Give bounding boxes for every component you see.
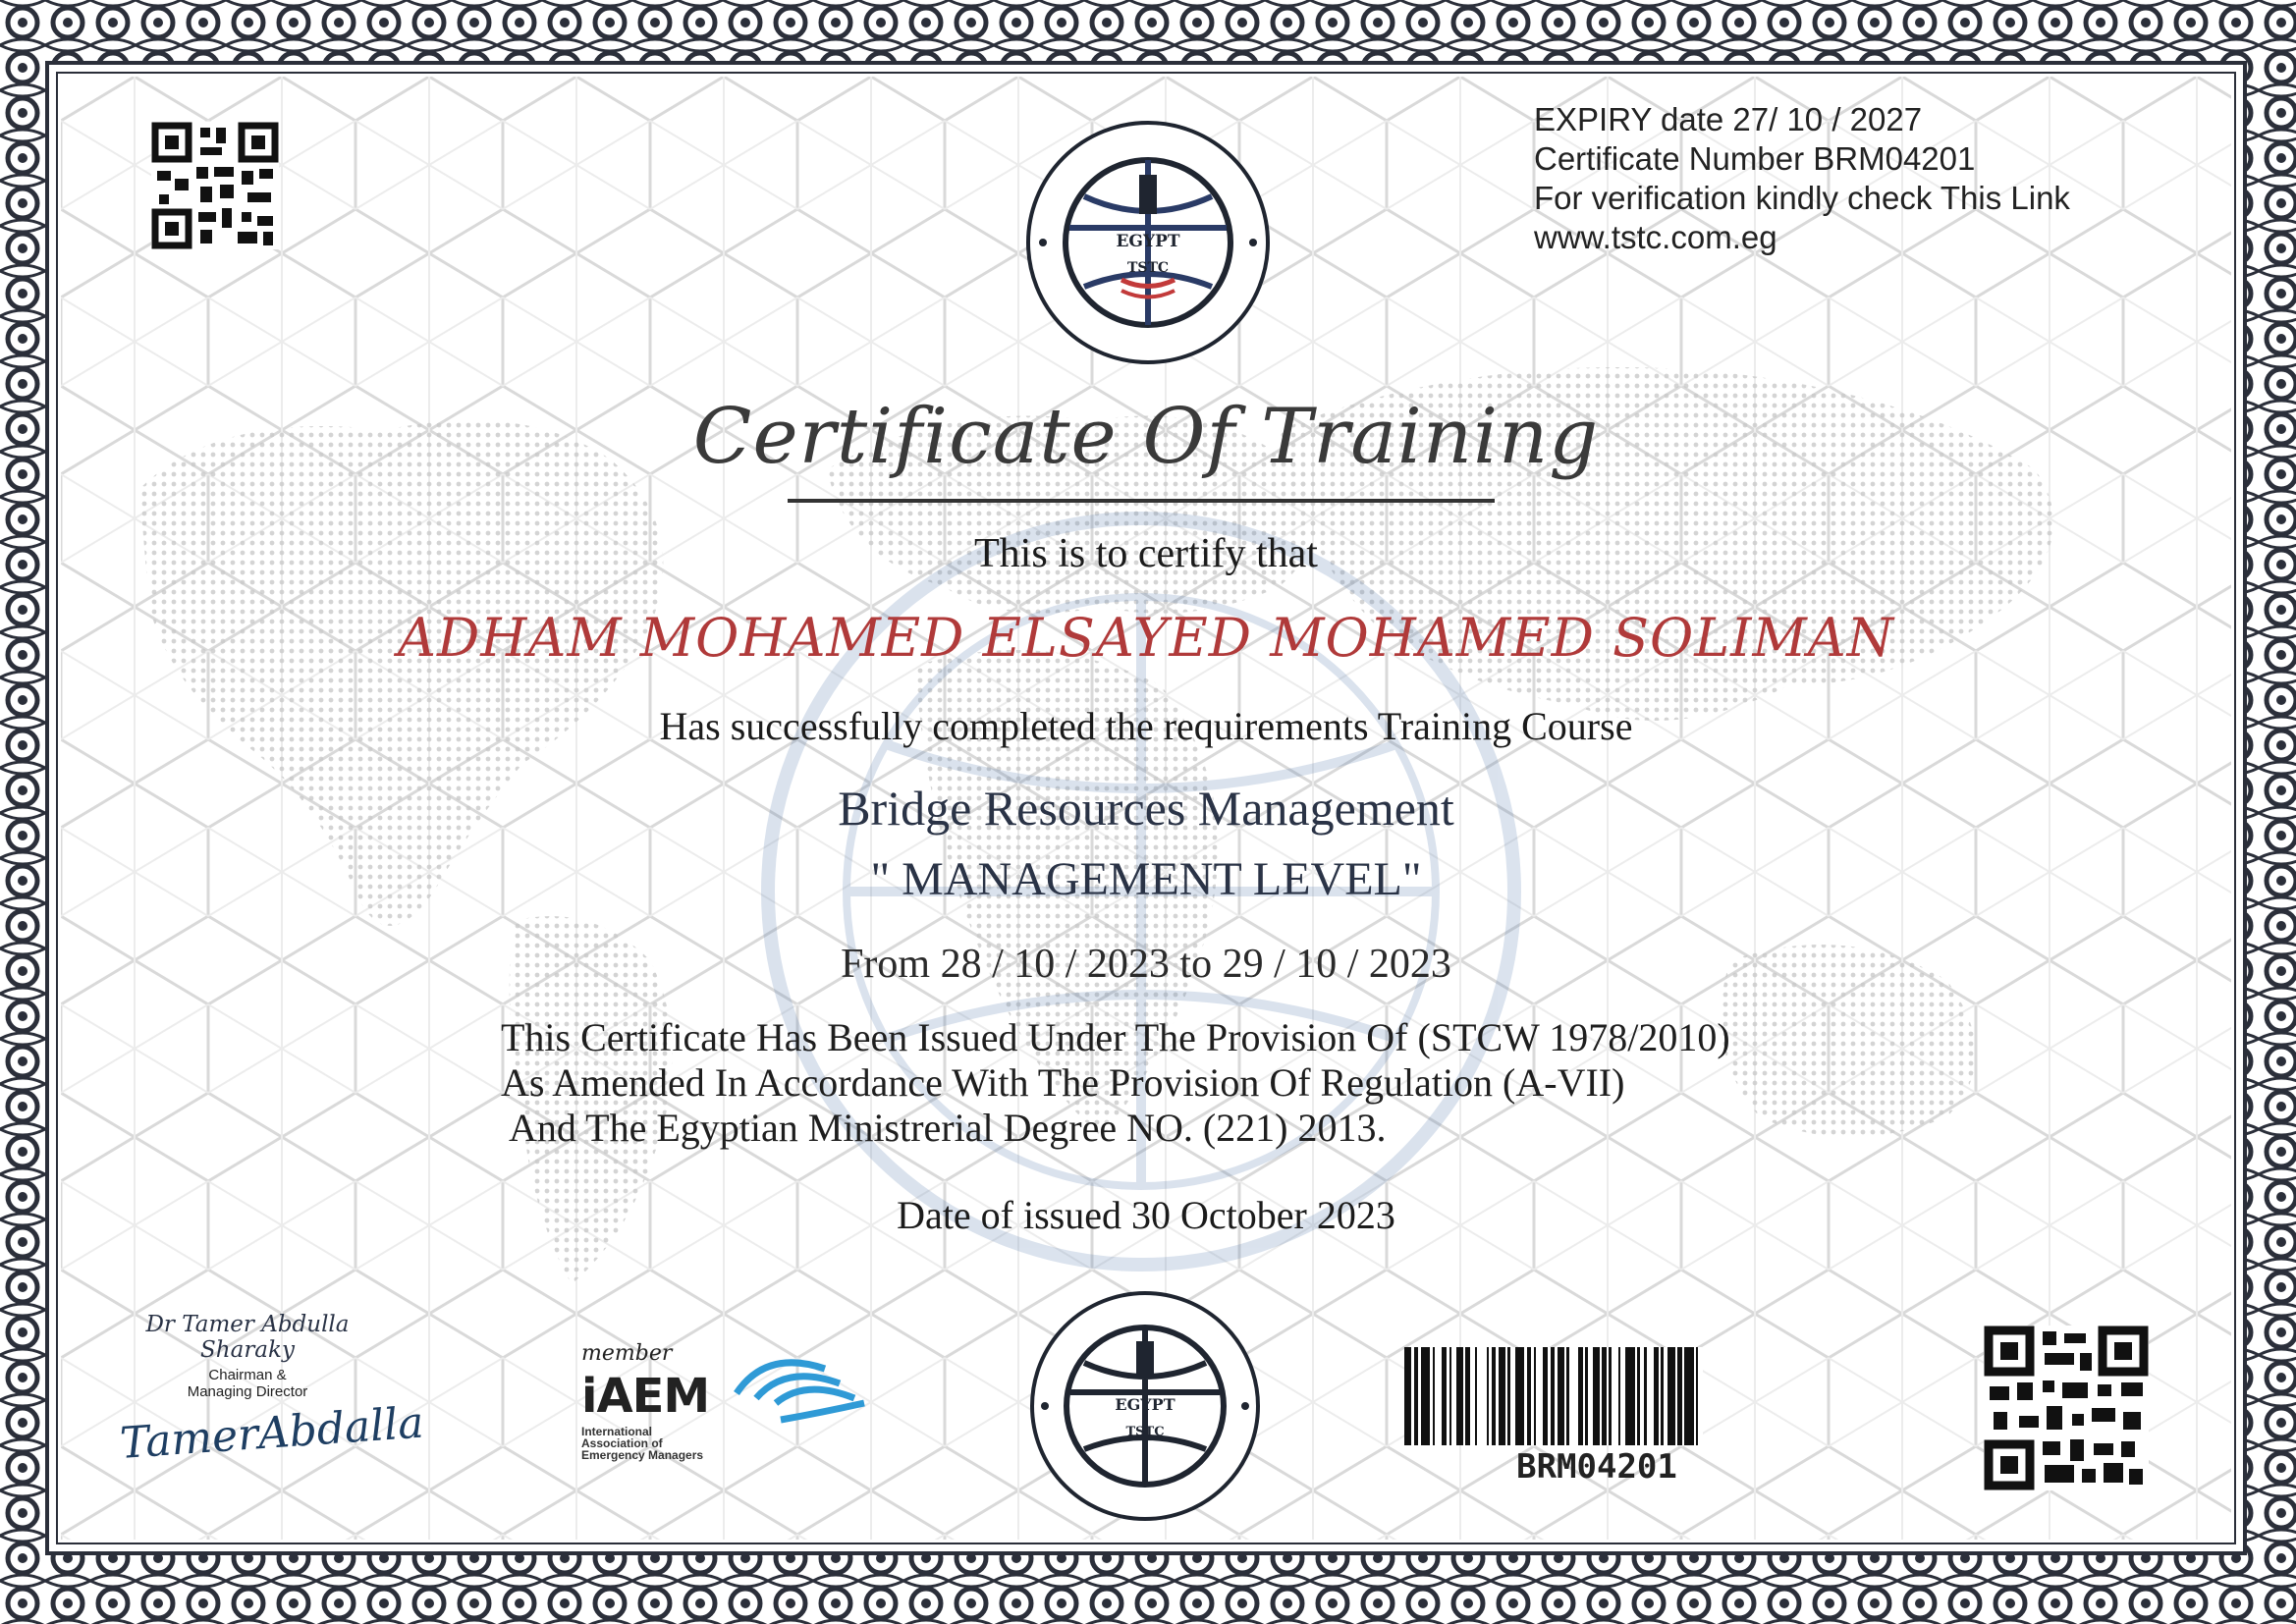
iaem-waves-icon xyxy=(727,1349,874,1437)
title-underline xyxy=(788,499,1495,503)
qr-code-bottom-icon[interactable] xyxy=(1984,1326,2149,1490)
logo-egypt-label-bottom: EGYPT xyxy=(1115,1395,1175,1414)
barcode-bar xyxy=(1499,1347,1505,1445)
barcode-bar xyxy=(1404,1347,1411,1445)
barcode-bar xyxy=(1569,1347,1579,1445)
provision-line-1: This Certificate Has Been Issued Under The Provision Of (STCW 1978/2010) xyxy=(501,1015,1730,1059)
barcode-text: BRM04201 xyxy=(1516,1447,1677,1487)
qr-code-top-icon[interactable] xyxy=(151,122,279,249)
barcode-bar xyxy=(1647,1347,1654,1445)
logo-tstc-label-bottom: TSTC xyxy=(1125,1425,1165,1439)
iaem-line-3: Emergency Managers xyxy=(581,1448,704,1462)
barcode-bar xyxy=(1593,1347,1600,1445)
tstc-logo-top xyxy=(1023,118,1273,367)
completion-text: Has successfully completed the requirements Training Course xyxy=(659,704,1633,748)
barcode-bar xyxy=(1477,1347,1487,1445)
logo-tstc-label: TSTC xyxy=(1126,260,1170,276)
course-name: Bridge Resources Management xyxy=(838,781,1454,836)
issue-date: Date of issued 30 October 2023 xyxy=(897,1193,1395,1237)
tstc-logo-bottom xyxy=(1027,1288,1263,1524)
barcode-bar xyxy=(1435,1347,1442,1445)
iaem-brand: iAEM xyxy=(581,1369,710,1424)
course-dates: From 28 / 10 / 2023 to 29 / 10 / 2023 xyxy=(841,942,1451,987)
course-level: " MANAGEMENT LEVEL" xyxy=(870,853,1422,905)
barcode-block xyxy=(1404,1347,1789,1487)
intro-text: This is to certify that xyxy=(974,531,1318,576)
barcode-bar xyxy=(1612,1347,1618,1445)
iaem-logo xyxy=(579,1341,913,1469)
certificate-body xyxy=(61,77,2231,1540)
barcode-bar xyxy=(1684,1347,1694,1445)
logo-egypt-label: EGYPT xyxy=(1116,232,1180,251)
provision-line-3: And The Egyptian Ministrerial Degree NO. (221) 2013. xyxy=(509,1106,1387,1150)
iaem-line-2: Association of xyxy=(581,1436,663,1450)
recipient-name: ADHAM MOHAMED ELSAYED MOHAMED SOLIMAN xyxy=(397,607,1895,669)
iaem-fullname xyxy=(581,1426,703,1461)
verification-text: For verification kindly check This Link xyxy=(1534,180,2070,216)
barcode-bar xyxy=(1515,1347,1525,1445)
signatory-title-1: Chairman & xyxy=(208,1367,287,1383)
website-link[interactable]: www.tstc.com.eg xyxy=(1534,219,1777,255)
signatory-block xyxy=(118,1312,426,1470)
iaem-member-label: member xyxy=(581,1341,673,1366)
barcode-bar xyxy=(1698,1347,1703,1445)
barcode-bar xyxy=(1625,1347,1635,1445)
certificate-number: Certificate Number BRM04201 xyxy=(1534,140,1976,177)
certificate-info-block xyxy=(1534,100,2070,257)
signature: TamerAbdalla xyxy=(118,1397,426,1470)
iaem-line-1: International xyxy=(581,1425,653,1438)
provision-line-2: As Amended In Accordance With The Provision Of Regulation (A-VII) xyxy=(501,1060,1625,1105)
barcode-bar xyxy=(1456,1347,1463,1445)
signatory-title-2: Managing Director xyxy=(187,1383,308,1400)
barcode-bar xyxy=(1536,1347,1543,1445)
barcode-bar xyxy=(1421,1347,1431,1445)
page-title: Certificate Of Training xyxy=(692,393,1600,481)
provision-block xyxy=(501,1015,1730,1151)
expiry-date: EXPIRY date 27/ 10 / 2027 xyxy=(1534,101,1923,137)
barcode-icon[interactable] xyxy=(1404,1347,1789,1445)
signatory-name: Dr Tamer Abdulla Sharaky xyxy=(145,1312,350,1363)
barcode-bar xyxy=(1558,1347,1564,1445)
barcode-bar xyxy=(1667,1347,1674,1445)
